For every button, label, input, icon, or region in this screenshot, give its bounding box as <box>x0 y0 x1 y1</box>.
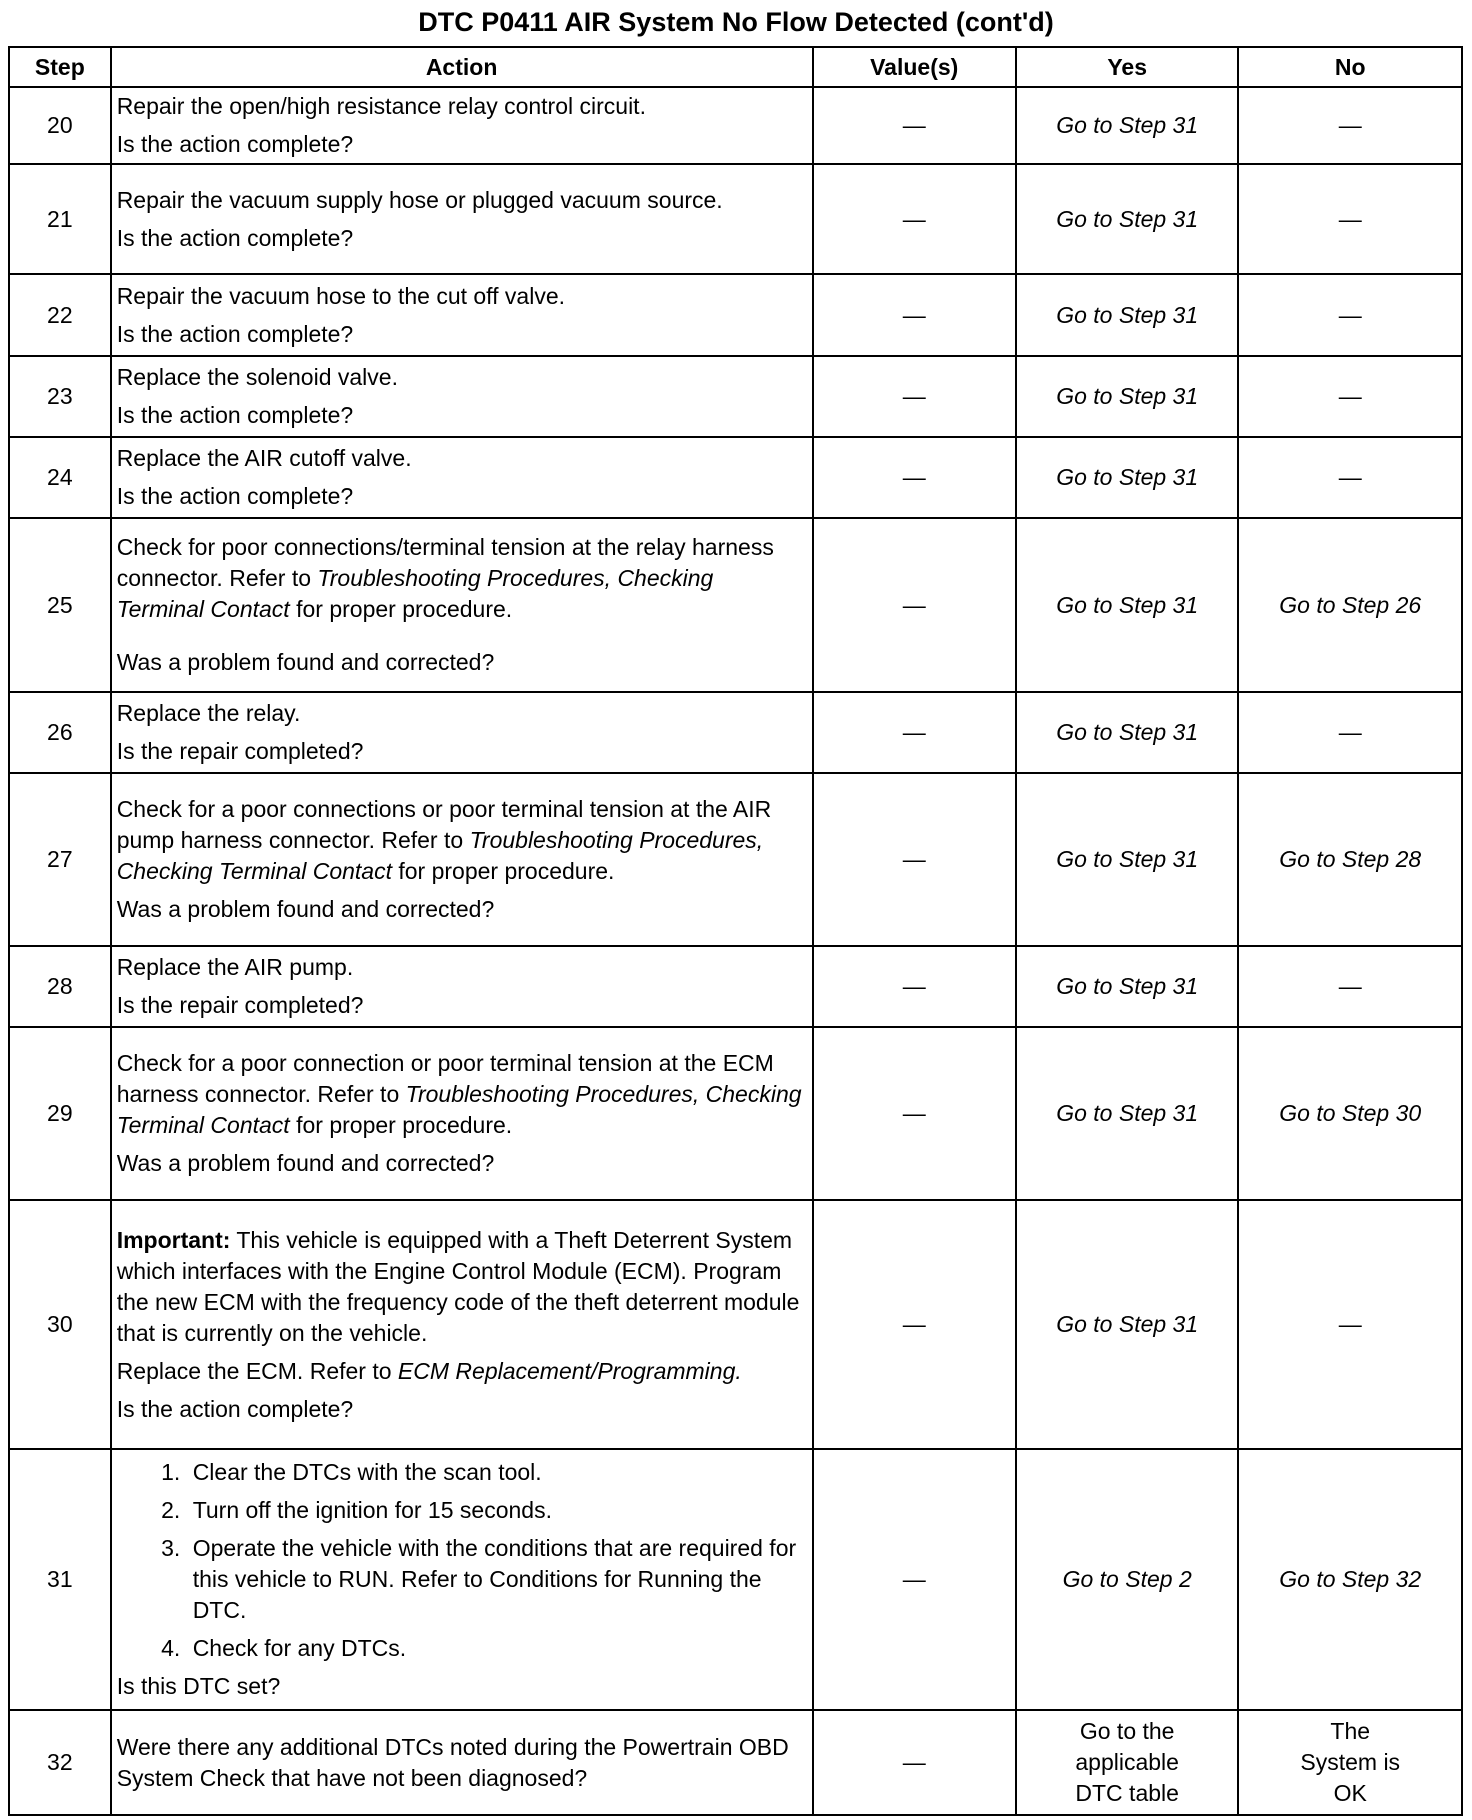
yes-cell: Go to Step 2 <box>1016 1449 1239 1710</box>
header-no: No <box>1238 47 1462 87</box>
table-row <box>9 692 1462 773</box>
procedure-item: 4. Check for any DTCs. <box>187 1633 807 1664</box>
action-cell <box>111 773 813 946</box>
no-cell: — <box>1238 87 1462 164</box>
header-step: Step <box>9 47 111 87</box>
step-number: 27 <box>9 773 111 946</box>
step-number: 29 <box>9 1027 111 1200</box>
value-cell: — <box>813 164 1016 274</box>
no-cell: — <box>1238 356 1462 437</box>
step-number: 31 <box>9 1449 111 1710</box>
action-cell <box>111 356 813 437</box>
action-cell <box>111 164 813 274</box>
table-row <box>9 356 1462 437</box>
value-cell: — <box>813 437 1016 518</box>
no-cell: Go to Step 32 <box>1238 1449 1462 1710</box>
header-values: Value(s) <box>813 47 1016 87</box>
action-question: Were there any additional DTCs noted during the Powertrain OBD System Check that have not been diagnosed? <box>116 1733 789 1791</box>
action-question: Was a problem found and corrected? <box>116 896 495 922</box>
action-text-part: Replace the ECM. Refer to <box>116 1357 398 1384</box>
yes-cell: Go to Step 31 <box>1016 356 1239 437</box>
action-text-part: for proper procedure. <box>289 1112 513 1138</box>
action-cell <box>111 437 813 518</box>
yes-cell <box>1016 1710 1239 1815</box>
action-question: Is this DTC set? <box>116 1673 281 1699</box>
table-row <box>9 518 1462 692</box>
action-cell <box>111 692 813 773</box>
action-question: Is the repair completed? <box>116 738 364 764</box>
action-question: Is the action complete? <box>116 320 354 347</box>
table-row <box>9 87 1462 164</box>
page-title: DTC P0411 AIR System No Flow Detected (cont'd) <box>418 7 1054 37</box>
value-cell: — <box>813 87 1016 164</box>
yes-cell: Go to Step 31 <box>1016 87 1239 164</box>
step-number: 30 <box>9 1200 111 1449</box>
step-number: 21 <box>9 164 111 274</box>
procedure-reference: Troubleshooting Procedures, Checking Terminal Contact <box>116 565 714 622</box>
yes-cell: Go to Step 31 <box>1016 437 1239 518</box>
yes-cell: Go to Step 31 <box>1016 692 1239 773</box>
step-number: 20 <box>9 87 111 164</box>
action-question: Is the action complete? <box>116 224 354 251</box>
table-row <box>9 274 1462 356</box>
procedure-reference: ECM Replacement/Programming. <box>397 1357 742 1384</box>
action-question: Was a problem found and corrected? <box>116 1150 495 1176</box>
table-row <box>9 1449 1462 1710</box>
step-number: 26 <box>9 692 111 773</box>
action-question: Is the action complete? <box>116 483 354 509</box>
action-cell <box>111 1200 813 1449</box>
table-row <box>9 164 1462 274</box>
action-text: Replace the relay. <box>116 700 301 726</box>
important-note <box>117 1225 807 1349</box>
table-row <box>9 946 1462 1027</box>
action-text <box>117 794 807 887</box>
action-question: Is the action complete? <box>116 402 354 428</box>
yes-cell: Go to Step 31 <box>1016 274 1239 356</box>
value-cell: — <box>813 1449 1016 1710</box>
table-row <box>9 1027 1462 1200</box>
no-cell: Go to Step 26 <box>1238 518 1462 692</box>
yes-cell: Go to Step 31 <box>1016 773 1239 946</box>
action-text <box>117 1048 807 1141</box>
action-text: Replace the AIR pump. <box>116 954 354 980</box>
action-text: Repair the open/high resistance relay control circuit. <box>116 93 646 119</box>
yes-cell: Go to Step 31 <box>1016 1027 1239 1200</box>
yes-cell: Go to Step 31 <box>1016 946 1239 1027</box>
no-cell: — <box>1238 1200 1462 1449</box>
action-text-part: for proper procedure. <box>391 858 615 884</box>
value-cell: — <box>813 274 1016 356</box>
step-number: 24 <box>9 437 111 518</box>
yes-cell: Go to Step 31 <box>1016 1200 1239 1449</box>
yes-cell: Go to Step 31 <box>1016 164 1239 274</box>
action-question: Is the action complete? <box>116 131 354 157</box>
no-cell: — <box>1238 946 1462 1027</box>
action-text: Repair the vacuum hose to the cut off valve. <box>116 282 566 309</box>
action-cell <box>111 87 813 164</box>
step-number: 23 <box>9 356 111 437</box>
yes-cell: Go to Step 31 <box>1016 518 1239 692</box>
table-row <box>9 1710 1462 1815</box>
procedure-reference: Troubleshooting Procedures, Checking Terminal Contact <box>116 827 764 884</box>
step-number: 25 <box>9 518 111 692</box>
procedure-item: 2. Turn off the ignition for 15 seconds. <box>187 1495 807 1526</box>
value-cell: — <box>813 1200 1016 1449</box>
yes-text: Go to the applicable DTC table <box>1075 1718 1179 1806</box>
step-number: 32 <box>9 1710 111 1815</box>
action-text-part: Check for a poor connection or poor terminal tension at the ECM harness connector. Refer to <box>116 1050 774 1107</box>
action-question: Is the action complete? <box>116 1395 354 1422</box>
value-cell: — <box>813 692 1016 773</box>
step-number: 22 <box>9 274 111 356</box>
table-row <box>9 1200 1462 1449</box>
action-cell <box>111 946 813 1027</box>
action-text <box>117 1356 807 1387</box>
action-cell <box>111 518 813 692</box>
header-yes: Yes <box>1016 47 1239 87</box>
procedure-list <box>117 1457 807 1664</box>
table-row <box>9 437 1462 518</box>
no-cell: — <box>1238 437 1462 518</box>
procedure-item: 3. Operate the vehicle with the conditions that are required for this vehicle to RUN. Refer to Conditions for Running the DTC. <box>187 1533 807 1626</box>
header-action: Action <box>111 47 813 87</box>
action-text <box>117 532 807 625</box>
no-cell <box>1238 1710 1462 1815</box>
header-row <box>9 47 1462 87</box>
value-cell: — <box>813 518 1016 692</box>
action-cell <box>111 1710 813 1815</box>
value-cell: — <box>813 1710 1016 1815</box>
action-text: Repair the vacuum supply hose or plugged vacuum source. <box>116 186 723 213</box>
action-cell <box>111 1027 813 1200</box>
action-cell <box>111 274 813 356</box>
procedure-reference: Troubleshooting Procedures, Checking Terminal Contact <box>116 1081 802 1138</box>
procedure-item: 1. Clear the DTCs with the scan tool. <box>187 1457 807 1488</box>
action-question: Was a problem found and corrected? <box>116 649 495 675</box>
no-text: The System is OK <box>1300 1718 1401 1806</box>
value-cell: — <box>813 946 1016 1027</box>
value-cell: — <box>813 1027 1016 1200</box>
no-cell: — <box>1238 164 1462 274</box>
step-number: 28 <box>9 946 111 1027</box>
action-text-part: Check for a poor connections or poor terminal tension at the AIR pump harness connector. Refer to <box>116 796 772 853</box>
no-cell: Go to Step 30 <box>1238 1027 1462 1200</box>
action-text-part: for proper procedure. <box>289 596 513 622</box>
no-cell: Go to Step 28 <box>1238 773 1462 946</box>
important-text: This vehicle is equipped with a Theft Deterrent System which interfaces with the Engine Control Module (ECM). Program the new ECM with the frequency code of the theft deterrent module that is currently on the vehicle. <box>116 1226 800 1346</box>
action-text: Replace the solenoid valve. <box>116 364 398 390</box>
action-text: Replace the AIR cutoff valve. <box>116 445 412 471</box>
action-text-part: Check for poor connections/terminal tension at the relay harness connector. Refer to <box>116 534 774 591</box>
value-cell: — <box>813 773 1016 946</box>
no-cell: — <box>1238 274 1462 356</box>
no-cell: — <box>1238 692 1462 773</box>
table-row <box>9 773 1462 946</box>
dtc-table <box>8 46 1463 1816</box>
important-label: Important: <box>116 1226 231 1253</box>
value-cell: — <box>813 356 1016 437</box>
action-question: Is the repair completed? <box>116 992 364 1018</box>
action-cell <box>111 1449 813 1710</box>
